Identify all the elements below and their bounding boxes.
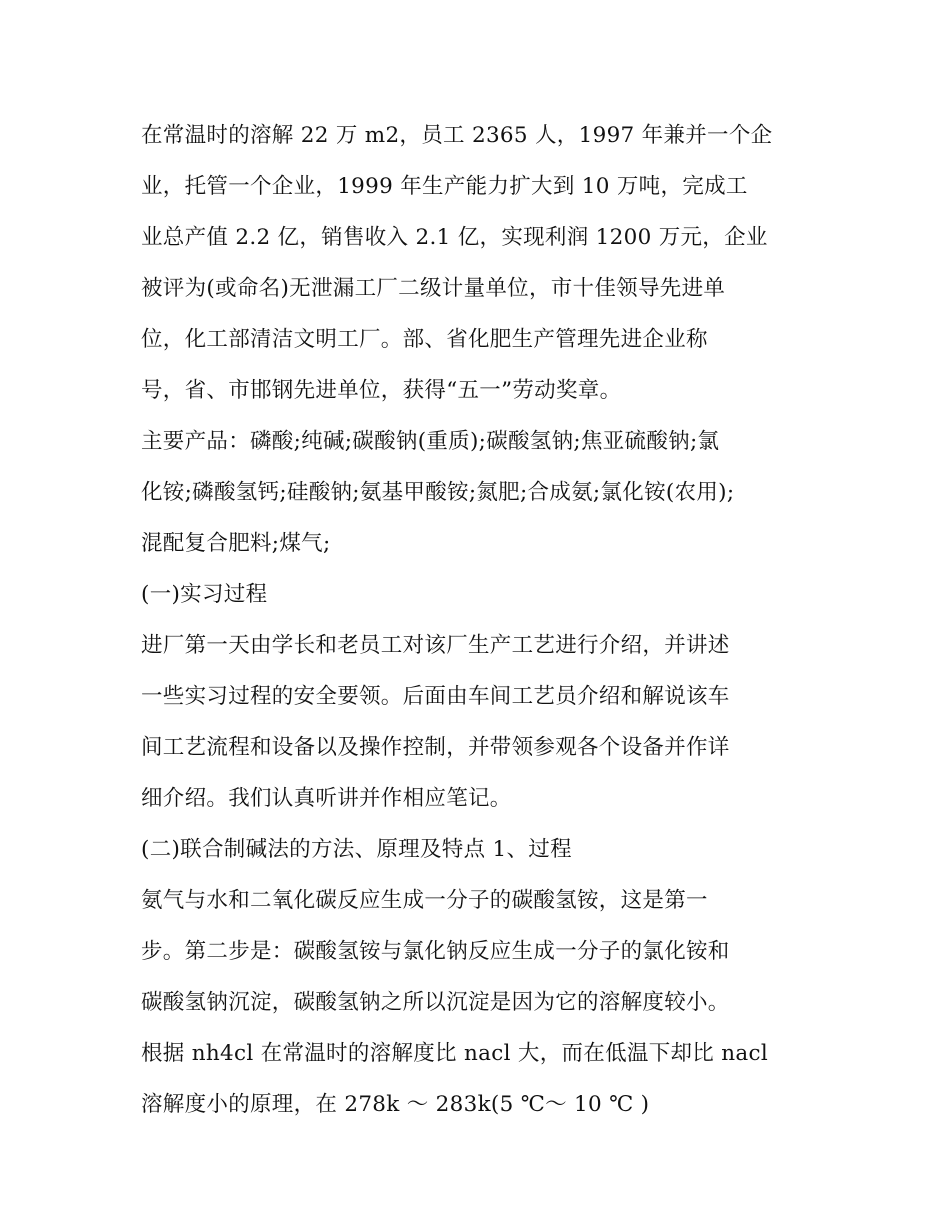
text-line: 被评为(或命名)无泄漏工厂二级计量单位，市十佳领导先进单: [141, 276, 726, 301]
products-line: 混配复合肥料;煤气;: [141, 531, 331, 556]
text-line: 业，托管一个企业，1999 年生产能力扩大到 10 万吨，完成工: [141, 174, 748, 199]
products-line: 主要产品：磷酸;纯碱;碳酸钠(重质);碳酸氢钠;焦亚硫酸钠;氯: [141, 429, 720, 454]
text-line: 间工艺流程和设备以及操作控制，并带领参观各个设备并作详: [141, 735, 730, 760]
section-heading: (一)实习过程: [141, 582, 268, 607]
text-line: 根据 nh4cl 在常温时的溶解度比 nacl 大，而在低温下却比 nacl: [141, 1041, 769, 1066]
document-body: [141, 110, 821, 1130]
text-line: 业总产值 2.2 亿，销售收入 2.1 亿，实现利润 1200 万元，企业: [141, 225, 768, 250]
text-line: 一些实习过程的安全要领。后面由车间工艺员介绍和解说该车: [141, 684, 730, 709]
text-line: 进厂第一天由学长和老员工对该厂生产工艺进行介绍，并讲述: [141, 633, 730, 658]
text-line: 细介绍。我们认真听讲并作相应笔记。: [141, 786, 512, 811]
text-line: 位，化工部清洁文明工厂。部、省化肥生产管理先进企业称: [141, 327, 708, 352]
text-line: 溶解度小的原理，在 278k ～ 283k(5 ℃～ 10 ℃ ): [141, 1092, 650, 1117]
products-line: 化铵;磷酸氢钙;硅酸钠;氨基甲酸铵;氮肥;合成氨;氯化铵(农用);: [141, 480, 735, 505]
text-line: 在常温时的溶解 22 万 m2，员工 2365 人，1997 年兼并一个企: [141, 123, 773, 148]
text-line: 氨气与水和二氧化碳反应生成一分子的碳酸氢铵，这是第一: [141, 888, 708, 913]
text-line: 碳酸氢钠沉淀，碳酸氢钠之所以沉淀是因为它的溶解度较小。: [141, 990, 730, 1015]
text-line: 号，省、市邯钢先进单位，获得“五一”劳动奖章。: [141, 378, 622, 403]
text-line: 步。第二步是：碳酸氢铵与氯化钠反应生成一分子的氯化铵和: [141, 939, 730, 964]
section-heading: (二)联合制碱法的方法、原理及特点 1、过程: [141, 837, 572, 862]
